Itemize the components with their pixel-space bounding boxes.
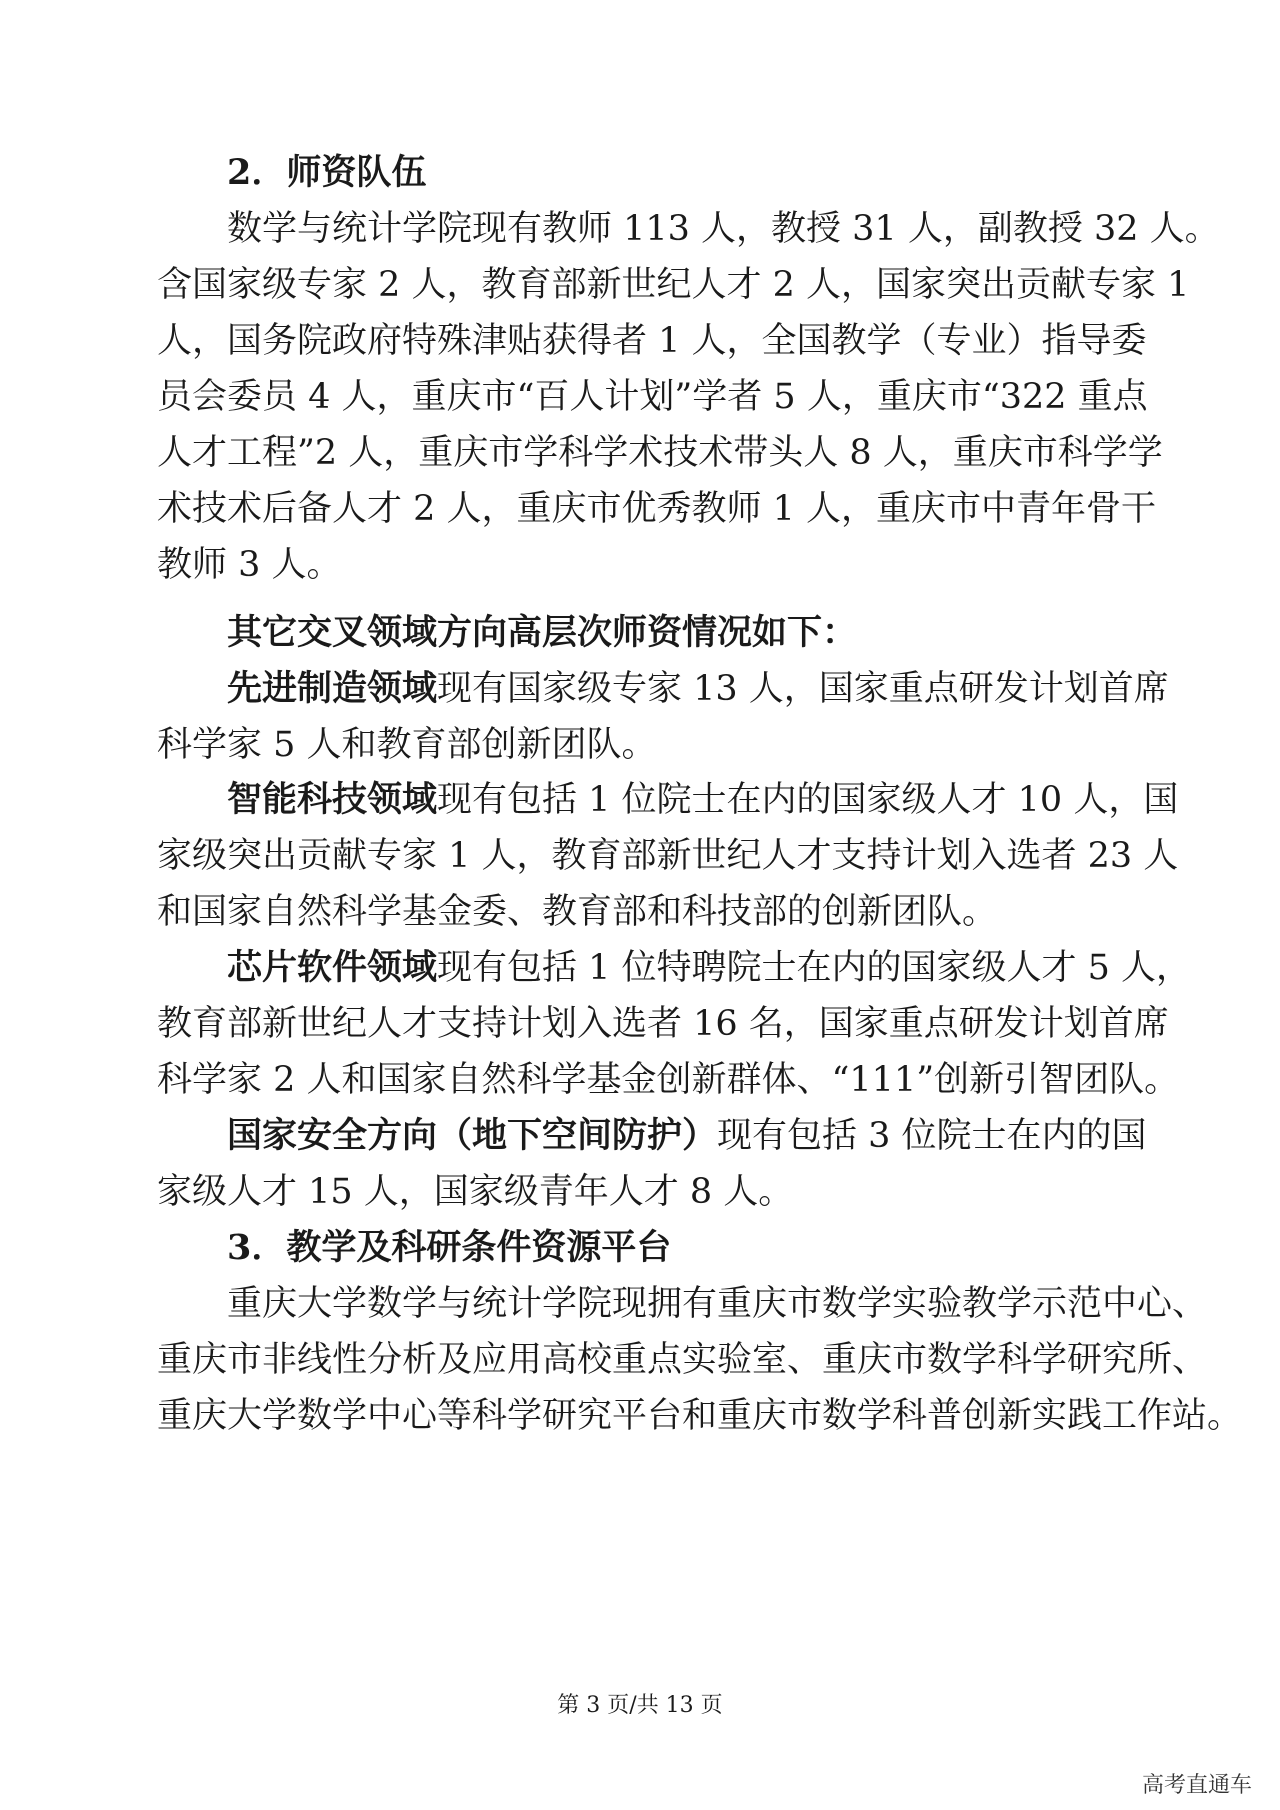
paragraph-line	[227, 667, 1169, 711]
field-text: 现有包括 1 位院士在内的国家级人才 10 人，国	[437, 780, 1179, 820]
paragraph-line: 家级突出贡献专家 1 人，教育部新世纪人才支持计划入选者 23 人	[157, 836, 1179, 876]
field-text: 现有包括 3 位院士在内的国	[717, 1116, 1147, 1156]
paragraph-line: 含国家级专家 2 人，教育部新世纪人才 2 人，国家突出贡献专家 1	[157, 265, 1190, 305]
field-label-chip-software: 芯片软件领域	[227, 947, 438, 988]
paragraph-line: 数学与统计学院现有教师 113 人，教授 31 人，副教授 32 人。	[227, 209, 1220, 249]
section-heading-faculty: 2．师资队伍	[227, 152, 427, 193]
paragraph-line: 家级人才 15 人，国家级青年人才 8 人。	[157, 1172, 794, 1212]
paragraph-line: 重庆大学数学中心等科学研究平台和重庆市数学科普创新实践工作站。	[157, 1396, 1243, 1436]
paragraph-line	[227, 1114, 1147, 1158]
paragraph-line: 人，国务院政府特殊津贴获得者 1 人，全国教学（专业）指导委	[157, 321, 1147, 361]
paragraph-line: 重庆大学数学与统计学院现拥有重庆市数学实验教学示范中心、	[227, 1284, 1208, 1324]
field-label-advanced-manufacturing: 先进制造领域	[227, 668, 438, 709]
paragraph-line: 重庆市非线性分析及应用高校重点实验室、重庆市数学科学研究所、	[157, 1340, 1208, 1380]
page-number-footer: 第 3 页/共 13 页	[557, 1693, 723, 1718]
paragraph-line: 科学家 2 人和国家自然科学基金创新群体、“111”创新引智团队。	[157, 1060, 1180, 1100]
paragraph-line: 术技术后备人才 2 人，重庆市优秀教师 1 人，重庆市中青年骨干	[157, 489, 1157, 529]
paragraph-line: 科学家 5 人和教育部创新团队。	[157, 725, 657, 765]
paragraph-line: 员会委员 4 人，重庆市“百人计划”学者 5 人，重庆市“322 重点	[157, 377, 1148, 417]
field-label-national-security: 国家安全方向（地下空间防护）	[227, 1115, 718, 1156]
watermark-text: 高考直通车	[1141, 1773, 1252, 1798]
paragraph-line	[227, 778, 1179, 822]
paragraph-line: 人才工程”2 人，重庆市学科学术技术带头人 8 人，重庆市科学学	[157, 433, 1163, 473]
field-label-intelligent-tech: 智能科技领域	[227, 779, 438, 820]
paragraph-line: 教育部新世纪人才支持计划入选者 16 名，国家重点研发计划首席	[157, 1004, 1169, 1044]
field-text: 现有包括 1 位特聘院士在内的国家级人才 5 人，	[437, 948, 1192, 988]
paragraph-line	[227, 946, 1192, 990]
paragraph-line: 和国家自然科学基金委、教育部和科技部的创新团队。	[157, 892, 998, 932]
cross-fields-heading: 其它交叉领域方向高层次师资情况如下：	[227, 612, 858, 653]
field-text: 现有国家级专家 13 人，国家重点研发计划首席	[437, 669, 1169, 709]
section-heading-platforms: 3．教学及科研条件资源平台	[227, 1227, 672, 1268]
paragraph-line: 教师 3 人。	[157, 545, 342, 585]
